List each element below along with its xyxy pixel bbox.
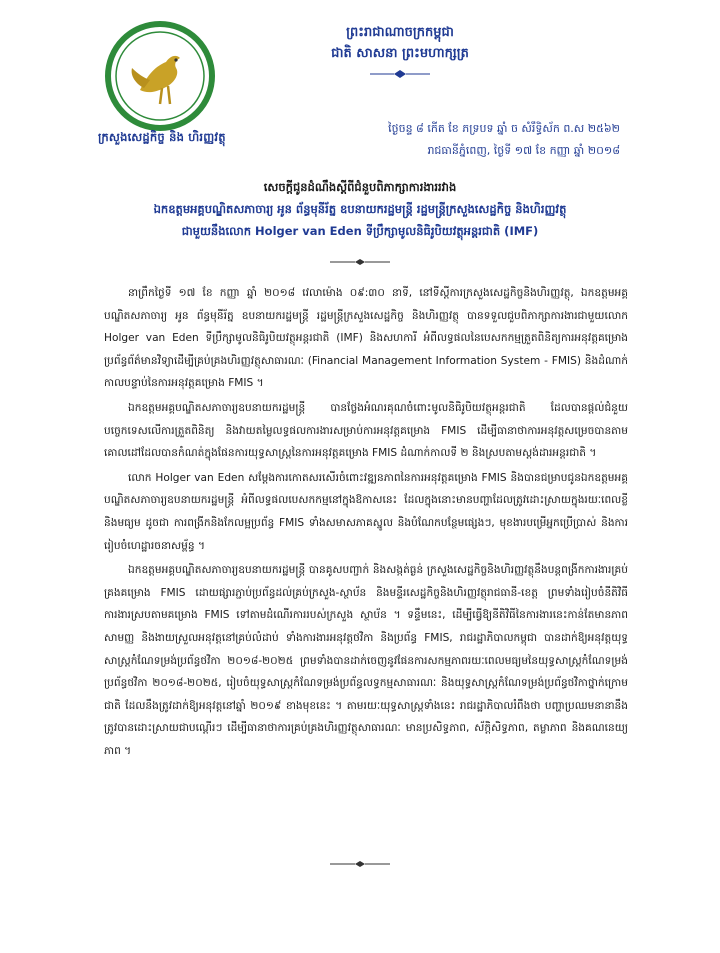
kingdom-heading	[280, 22, 520, 83]
title-line-1: សេចក្តីជូនដំណឹងស្តីពីជំនួបពិភាក្សាការងាររវាង	[263, 180, 457, 194]
ministry-name: ក្រសួងសេដ្ឋកិច្ច និង ហិរញ្ញវត្ថុ	[98, 130, 226, 144]
document-title	[40, 176, 680, 242]
body-text	[104, 282, 628, 764]
ornament-divider-icon	[370, 69, 430, 79]
ministry-logo-icon	[100, 18, 220, 136]
title-line-2: ឯកឧត្តមអគ្គបណ្ឌិតសភាចារ្យ អូន ព័ន្ធមុនីរ័ត្ន ឧបនាយករដ្ឋមន្ត្រី រដ្ឋមន្ត្រីក្រសួងសេដ្ឋកិច្ច និងហិរញ្ញវត្ថុ	[153, 202, 567, 216]
title-line-3: ជាមួយនឹងលោក Holger van Eden ទីប្រឹក្សាមូលនិធិរូបិយវត្ថុអន្តរជាតិ (IMF)	[181, 224, 539, 238]
date-block	[388, 118, 620, 162]
paragraph-1: នាព្រឹកថ្ងៃទី ១៧ ខែ កញ្ញា ឆ្នាំ ២០១៨ វេលាម៉ោង ០៩:៣០ នាទី, នៅទីស្តីការក្រសួងសេដ្ឋកិច្ចនិងហិរញ្ញវត្ថុ, ឯកឧត្តមអគ្គបណ្ឌិតសភាចារ្យ អូន ព័ន្ធមុនីរ័ត្ន ឧបនាយករដ្ឋមន្ត្រី រដ្ឋមន្ត្រីក្រសួងសេដ្ឋកិច្ច និងហិរញ្ញវត្ថុ បានទទួលជួបពិភាក្សាការងារជាមួយលោក Holger van Eden ទីប្រឹក្សាមូលនិធិរូបិយវត្ថុអន្តរជាតិ (IMF) និងសហការី អំពីលទ្ធផលនៃបេសកកម្មត្រួតពិនិត្យការអនុវត្តគម្រោងប្រព័ន្ធព័ត៌មានវិទ្យាដើម្បីគ្រប់គ្រងហិរញ្ញវត្ថុសាធារណៈ (Financial Management Information System - FMIS) និងដំណាក់កាលបន្ទាប់នៃការអនុវត្តគម្រោង FMIS ។	[104, 287, 628, 390]
solar-date: រាជធានីភ្នំពេញ, ថ្ងៃទី ១៧ ខែ កញ្ញា ឆ្នាំ ២០១៨	[427, 144, 620, 157]
paragraph-4: ឯកឧត្តមអគ្គបណ្ឌិតសភាចារ្យឧបនាយករដ្ឋមន្ត្រី បានគូសបញ្ជាក់ និងសង្កត់ធ្ងន់ ក្រសួងសេដ្ឋកិច្ចនិងហិរញ្ញវត្ថុនឹងបន្តពង្រីកការងារគ្រប់គ្រងគម្រោង FMIS ដោយផ្សារភ្ជាប់ប្រព័ន្ធដល់គ្រប់ក្រសួង-ស្ថាប័ន និងមន្ទីរសេដ្ឋកិច្ចនិងហិរញ្ញវត្ថុរាជធានី-ខេត្ត ព្រមទាំងរៀបចំនីតិវិធីការងារស្របតាមគម្រោង FMIS ទៅតាមដំណើរការរបស់ក្រសួង ស្ថាប័ន ។ ទន្ទឹមនេះ, ដើម្បីធ្វើឱ្យនីតិវិធីនៃការងារនេះកាន់តែមានភាពសាមញ្ញ និងងាយស្រួលអនុវត្តនៅគ្រប់លំដាប់ ទាំងការងារអនុវត្តថវិកា និងប្រព័ន្ធ FMIS, រាជរដ្ឋាភិបាលកម្ពុជា បានដាក់ឱ្យអនុវត្តយុទ្ធសាស្ត្រកំណែទម្រង់ប្រព័ន្ធថវិកា ២០១៨-២០២៥ ព្រមទាំងបានដាក់ចេញនូវផែនការសកម្មភាពរយៈពេលមធ្យមនៃយុទ្ធសាស្ត្រកំណែទម្រង់ប្រព័ន្ធថវិកា ២០១៨-២០២៥, រៀបចំយុទ្ធសាស្ត្រកំណែទម្រង់ប្រព័ន្ធលទ្ធកម្មសាធារណៈ និងយុទ្ធសាស្ត្រកំណែទម្រង់ប្រព័ន្ធថវិកាថ្នាក់ក្រោមជាតិ ដែលនឹងត្រូវដាក់ឱ្យអនុវត្តនៅឆ្នាំ ២០១៩ ខាងមុខនេះ ។ តាមរយៈយុទ្ធសាស្ត្រទាំងនេះ រាជរដ្ឋាភិបាលរំពឹងថា បញ្ហាប្រឈមនានានឹងត្រូវបានដោះស្រាយជាបណ្តើរៗ ដើម្បីធានាថាការគ្រប់គ្រងហិរញ្ញវត្ថុសាធារណៈ មានប្រសិទ្ធភាព, ស័ក្តិសិទ្ធភាព, តម្លាភាព និងគណនេយ្យភាព ។	[104, 564, 628, 757]
paragraph-3: លោក Holger van Eden សម្តែងការកោតសរសើរចំពោះវឌ្ឍនភាពនៃការអនុវត្តគម្រោង FMIS និងបានជម្រាបជូនឯកឧត្តមអគ្គបណ្ឌិតសភាចារ្យឧបនាយករដ្ឋមន្ត្រី អំពីលទ្ធផលបេសកកម្មនៅក្នុងឱកាសនេះ ដែលក្នុងនោះមានបញ្ហាដែលត្រូវដោះស្រាយក្នុងរយៈពេលខ្លី និងមធ្យម ដូចជា ការពង្រីកនិងកែលម្អប្រព័ន្ធ FMIS ទាំងសមាសភាគស្នូល និងបំណែកបន្ថែមផ្សេងៗ, មុខងារបម្រើអ្នកប្រើប្រាស់ និងការរៀបចំហេដ្ឋារចនាសម្ព័ន្ធ ។	[104, 471, 628, 552]
paragraph-2: ឯកឧត្តមអគ្គបណ្ឌិតសភាចារ្យឧបនាយករដ្ឋមន្ត្រី បានថ្លែងអំណរគុណចំពោះមូលនិធិរូបិយវត្ថុអន្តរជាតិ ដែលបានផ្តល់ជំនួយបច្ចេកទេសលើការត្រួតពិនិត្យ និងវាយតម្លៃលទ្ធផលការងារសម្រាប់ការអនុវត្តគម្រោង FMIS ដើម្បីធានាថាការអនុវត្តសម្រេចបានតាមគោលដៅដែលបានកំណត់ក្នុងផែនការយុទ្ធសាស្ត្រនៃការអនុវត្តគម្រោង FMIS ដំណាក់កាលទី ២ និងស្របតាមស្តង់ដារអន្តរជាតិ ។	[104, 401, 628, 460]
kingdom-name: ព្រះរាជាណាចក្រកម្ពុជា	[346, 25, 454, 40]
end-divider-icon	[330, 860, 390, 868]
lunar-date: ថ្ងៃចន្ទ ៨ កើត ខែ ភទ្របទ ឆ្នាំ ច សំរឹទ្ធិស័ក ព.ស ២៥៦២	[388, 122, 620, 135]
national-motto: ជាតិ សាសនា ព្រះមហាក្សត្រ	[331, 46, 469, 61]
title-divider-icon	[330, 258, 390, 266]
